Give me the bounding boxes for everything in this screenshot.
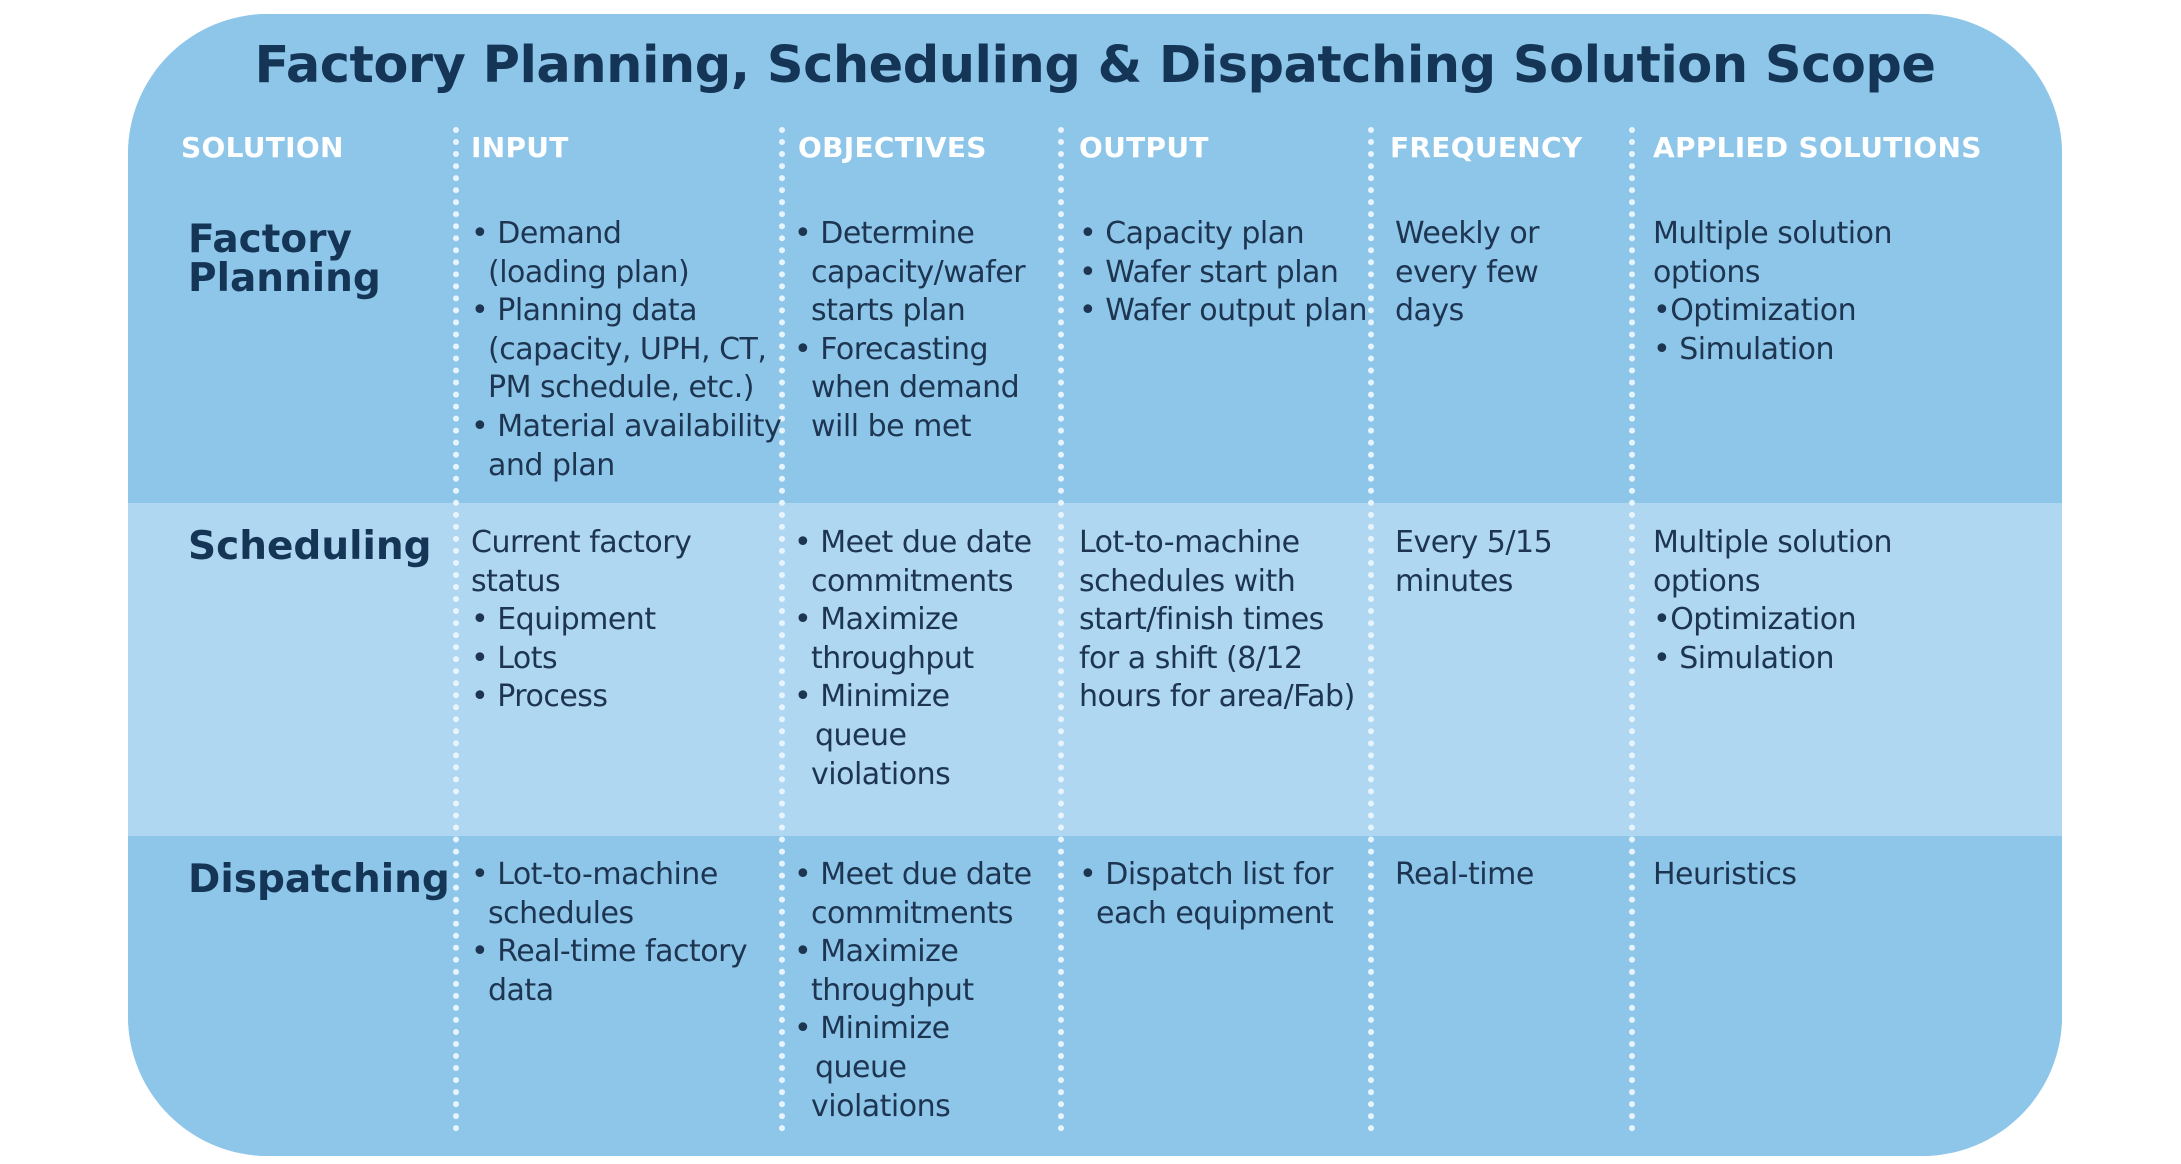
cell-line: Multiple solution xyxy=(1653,525,1892,560)
cell-line: • Maximize xyxy=(794,602,959,638)
cell-line: • Lots xyxy=(471,640,558,676)
planning-output-cell xyxy=(1079,215,1367,331)
row-label-dispatching: Dispatching xyxy=(188,857,450,902)
cell-line: •Optimization xyxy=(1653,602,1857,638)
cell-line: • Simulation xyxy=(1653,640,1835,676)
column-divider xyxy=(1058,127,1064,1132)
cell-line: Every 5/15 xyxy=(1395,525,1553,560)
cell-line: • Wafer output plan xyxy=(1079,293,1368,329)
column-divider xyxy=(1368,127,1374,1132)
column-divider xyxy=(1629,127,1635,1132)
cell-line: • Dispatch list for xyxy=(1079,857,1333,892)
planning-input-cell xyxy=(471,215,781,485)
cell-line: Multiple solution xyxy=(1653,216,1892,251)
header-objectives: OBJECTIVES xyxy=(798,131,987,164)
cell-line: violations xyxy=(811,756,951,792)
cell-line: Lot-to-machine xyxy=(1079,525,1300,560)
cell-line: •Optimization xyxy=(1653,293,1857,329)
cell-line: • Wafer start plan xyxy=(1079,254,1339,290)
cell-line: Weekly or xyxy=(1395,216,1540,251)
header-output: OUTPUT xyxy=(1079,131,1209,164)
dispatching-input-cell xyxy=(471,856,747,1010)
dispatching-frequency-cell xyxy=(1395,856,1534,895)
cell-line: start/finish times xyxy=(1079,602,1324,638)
cell-line: and plan xyxy=(488,447,615,483)
scope-table-card xyxy=(128,14,2062,1156)
cell-line: options xyxy=(1653,254,1760,290)
cell-line: days xyxy=(1395,293,1464,329)
cell-line: data xyxy=(488,972,554,1008)
cell-line: • Equipment xyxy=(471,602,656,638)
cell-line: • Forecasting xyxy=(794,331,989,367)
cell-line: (capacity, UPH, CT, xyxy=(488,331,767,367)
cell-line: violations xyxy=(811,1088,951,1124)
cell-line: schedules xyxy=(488,895,634,931)
scheduling-applied-cell xyxy=(1653,524,1892,678)
scheduling-frequency-cell xyxy=(1395,524,1552,601)
cell-line: throughput xyxy=(811,972,974,1008)
row-label-scheduling: Scheduling xyxy=(188,524,432,569)
cell-line: Real-time xyxy=(1395,857,1534,892)
cell-line: commitments xyxy=(811,563,1013,599)
header-input: INPUT xyxy=(471,131,569,164)
cell-line: queue xyxy=(815,717,907,753)
cell-line: • Planning data xyxy=(471,293,698,329)
cell-line: • Meet due date xyxy=(794,525,1032,560)
scheduling-objectives-cell xyxy=(794,524,1032,794)
cell-line: queue xyxy=(815,1049,907,1085)
planning-applied-cell xyxy=(1653,215,1892,369)
row-label-line: Planning xyxy=(188,256,381,301)
cell-line: • Demand xyxy=(471,216,622,251)
header-frequency: FREQUENCY xyxy=(1390,131,1583,164)
scheduling-input-cell xyxy=(471,524,691,717)
cell-line: will be met xyxy=(811,408,972,444)
cell-line: starts plan xyxy=(811,293,966,329)
cell-line: • Maximize xyxy=(794,934,959,970)
cell-line: capacity/wafer xyxy=(811,254,1026,290)
cell-line: • Determine xyxy=(794,216,975,251)
cell-line: (loading plan) xyxy=(488,254,690,290)
row-label-factory-planning xyxy=(188,217,428,301)
cell-line: • Material availability xyxy=(471,408,782,444)
page-title: Factory Planning, Scheduling & Dispatching Solution Scope xyxy=(254,36,1936,95)
cell-line: • Lot-to-machine xyxy=(471,857,718,892)
row-label-line: Factory xyxy=(188,217,352,262)
dispatching-output-cell xyxy=(1079,856,1333,933)
cell-line: commitments xyxy=(811,895,1013,931)
dispatching-applied-cell xyxy=(1653,856,1797,895)
cell-line: schedules with xyxy=(1079,563,1296,599)
header-solution: SOLUTION xyxy=(181,131,344,164)
cell-line: when demand xyxy=(811,370,1020,406)
cell-line: • Capacity plan xyxy=(1079,216,1305,251)
cell-line: hours for area/Fab) xyxy=(1079,679,1355,715)
cell-line: • Real-time factory xyxy=(471,934,748,970)
cell-line: throughput xyxy=(811,640,974,676)
cell-line: status xyxy=(471,563,561,599)
cell-line: Current factory xyxy=(471,525,692,560)
cell-line: options xyxy=(1653,563,1760,599)
cell-line: • Meet due date xyxy=(794,857,1032,892)
cell-line: • Simulation xyxy=(1653,331,1835,367)
cell-line: • Process xyxy=(471,679,608,715)
header-applied-solutions: APPLIED SOLUTIONS xyxy=(1653,131,1982,164)
cell-line: every few xyxy=(1395,254,1539,290)
planning-frequency-cell xyxy=(1395,215,1539,331)
cell-line: • Minimize xyxy=(794,1011,950,1047)
cell-line: PM schedule, etc.) xyxy=(488,370,754,406)
column-divider xyxy=(453,127,459,1132)
planning-objectives-cell xyxy=(794,215,1025,447)
cell-line: for a shift (8/12 xyxy=(1079,640,1303,676)
cell-line: Heuristics xyxy=(1653,857,1797,892)
cell-line: • Minimize xyxy=(794,679,950,715)
cell-line: minutes xyxy=(1395,563,1513,599)
dispatching-objectives-cell xyxy=(794,856,1032,1126)
scheduling-output-cell xyxy=(1079,524,1355,717)
cell-line: each equipment xyxy=(1096,895,1334,931)
